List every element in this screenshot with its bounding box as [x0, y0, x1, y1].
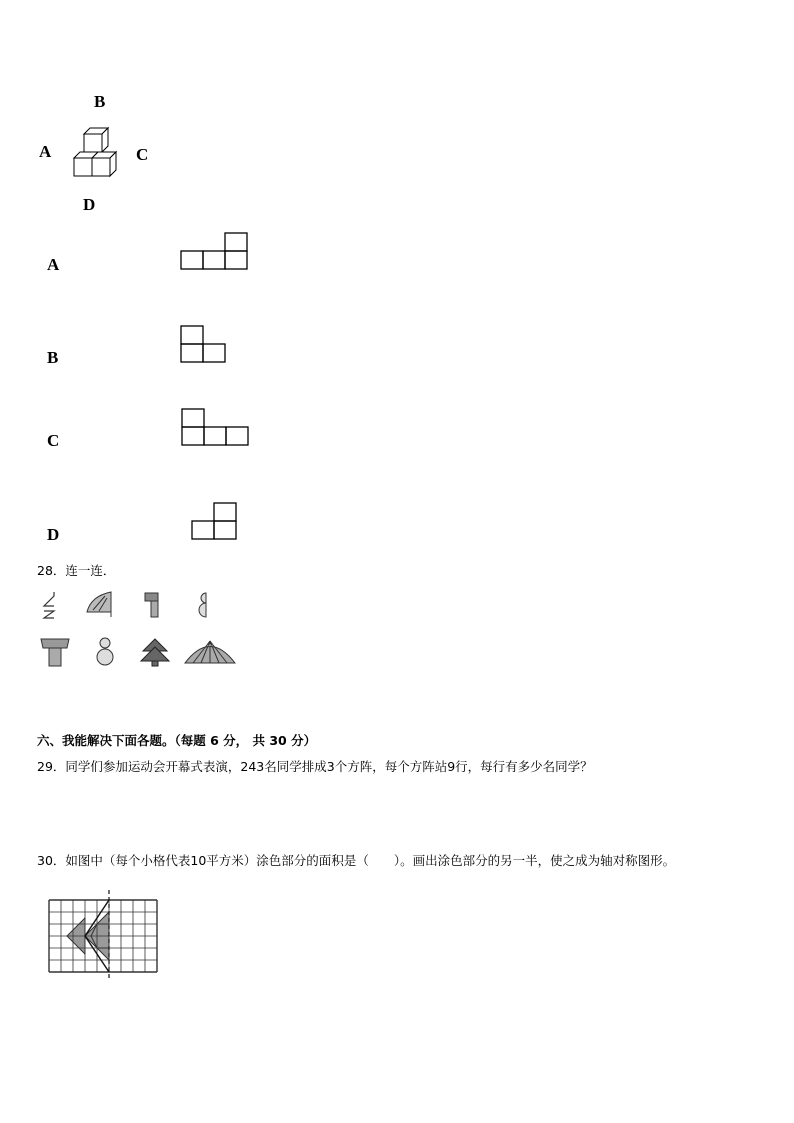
q30-text: 30．如图中（每个小格代表10平方米）涂色部分的面积是（ ）。画出涂色部分的另一半，使之成为轴对称图形。	[37, 853, 676, 868]
q29-text: 29．同学们参加运动会开幕式表演，243名同学排成3个方阵，每个方阵站9行，每行有多少名同学？	[37, 759, 593, 774]
cube-stack-figure	[70, 126, 122, 180]
half-house-icon	[40, 590, 60, 620]
label-bottom-d: D	[83, 195, 96, 214]
option-c-view-figure	[181, 408, 251, 448]
option-b-label: B	[47, 348, 59, 367]
half-umbrella-icon	[85, 590, 115, 618]
half-mushroom-icon	[142, 590, 162, 620]
label-left-a: A	[39, 142, 52, 161]
tree-icon	[139, 637, 171, 667]
option-a-view-figure	[180, 232, 250, 272]
q28-text: 28．连一连．	[37, 563, 116, 578]
label-top-b: B	[94, 92, 106, 111]
umbrella-icon	[183, 638, 237, 666]
option-d-view-figure	[191, 502, 239, 542]
snowman-icon	[93, 635, 117, 667]
label-right-c: C	[136, 145, 149, 164]
half-snowman-icon	[195, 590, 215, 620]
option-c-label: C	[47, 431, 60, 450]
option-b-view-figure	[180, 325, 228, 365]
q30-grid-figure	[47, 890, 161, 992]
section-six-heading: 六、我能解决下面各题。（每题 6 分， 共 30 分）	[37, 733, 317, 748]
option-d-label: D	[47, 525, 60, 544]
mushroom-house-icon	[38, 636, 72, 668]
option-a-label: A	[47, 255, 60, 274]
